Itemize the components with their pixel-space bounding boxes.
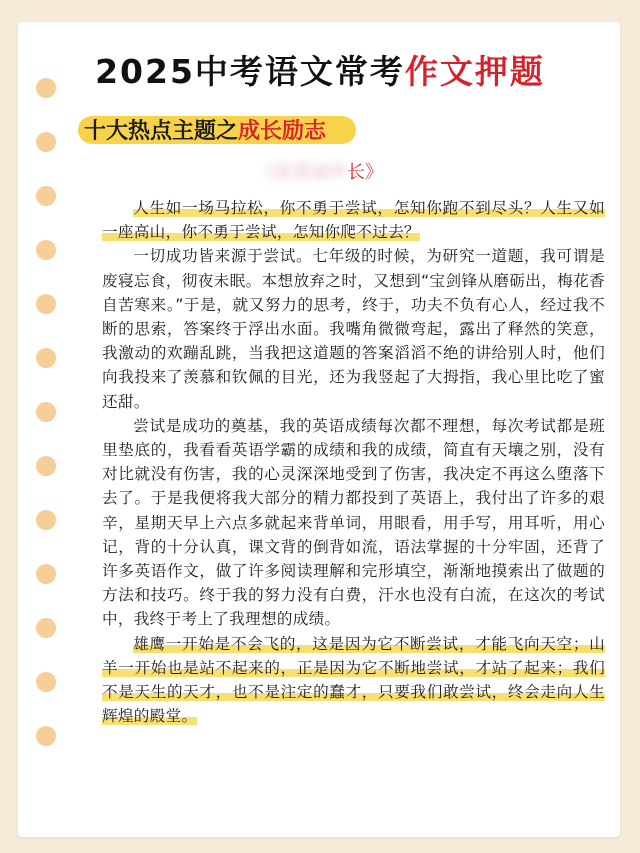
subtitle-prefix: 十大热点主题之: [84, 119, 239, 144]
paragraph-conclusion: [102, 632, 605, 729]
paragraph-conclusion-text: 雄鹰一开始是不会飞的，这是因为它不断尝试，才能飞向天空；山羊一开始也是站不起来的，正是因为它不断地尝试，才站了起来；我们不是天生的天才，也不是注定的蠢才，只要我们敢尝试，终会走向人生辉煌的殿堂。: [102, 634, 605, 726]
binder-hole: [36, 618, 56, 638]
binder-hole: [36, 132, 56, 152]
paragraph: 尝试是成功的奠基，我的英语成绩每次都不理想，每次考试都是班里垫底的，我看看英语学霸的成绩和我的成绩，简直有天壤之别，没有对比就没有伤害，我的心灵深深地受到了伤害，我决定不再这么堕落下去了。于是我便将我大部分的精力都投到了英语上，我付出了许多的艰辛，星期天早上六点多就起来背单词，用眼看，用手写，用耳听，用心记，背的十分认真，课文背的倒背如流，语法掌握的十分牢固，还背了许多英语作文，做了许多阅读理解和完形填空，渐渐地摸索出了做题的方法和技巧。终于我的努力没有白费，汗水也没有白流，在这次的考试中，我终于考上了我理想的成绩。: [102, 416, 605, 629]
page-title-accent: 作文押题: [404, 52, 545, 91]
essay-title-visible: 长》: [347, 162, 383, 183]
subtitle-banner: [78, 108, 326, 148]
paragraph-intro-text: 人生如一场马拉松，你不勇于尝试，怎知你跑不到尽头？人生又如一座高山，你不勇于尝试，怎知你爬不过去？: [102, 199, 605, 242]
paragraph-intro: [102, 196, 605, 244]
binder-hole: [36, 564, 56, 584]
subtitle-topic: 成长励志: [238, 119, 327, 144]
page-title-main: 2025中考语文常考: [95, 52, 405, 91]
binder-hole: [36, 348, 56, 368]
essay-title: [0, 158, 640, 184]
essay-title-blurred: 《在尝试中: [257, 162, 347, 183]
binder-hole: [36, 456, 56, 476]
binder-hole: [36, 510, 56, 530]
binder-hole: [36, 186, 56, 206]
binder-hole: [36, 672, 56, 692]
binder-hole: [36, 402, 56, 422]
binder-hole: [36, 726, 56, 746]
essay-body: [102, 196, 605, 728]
page-title: [0, 46, 640, 93]
paragraph: 一切成功皆来源于尝试。七年级的时候，为研究一道题，我可谓是废寝忘食，彻夜未眠。本想放弃之时，又想到“宝剑锋从磨砺出，梅花香自苦寒来。”于是，就又努力的思考，终于，功夫不负有心人，经过我不断的思索，答案终于浮出水面。我嘴角微微弯起，露出了释然的笑意，我激动的欢蹦乱跳，当我把这道题的答案滔滔不绝的讲给别人时，他们向我投来了羡慕和钦佩的目光，还为我竖起了大拇指，我心里比吃了蜜还甜。: [102, 247, 605, 411]
binder-hole: [36, 294, 56, 314]
binder-hole: [36, 240, 56, 260]
subtitle: [78, 114, 326, 145]
